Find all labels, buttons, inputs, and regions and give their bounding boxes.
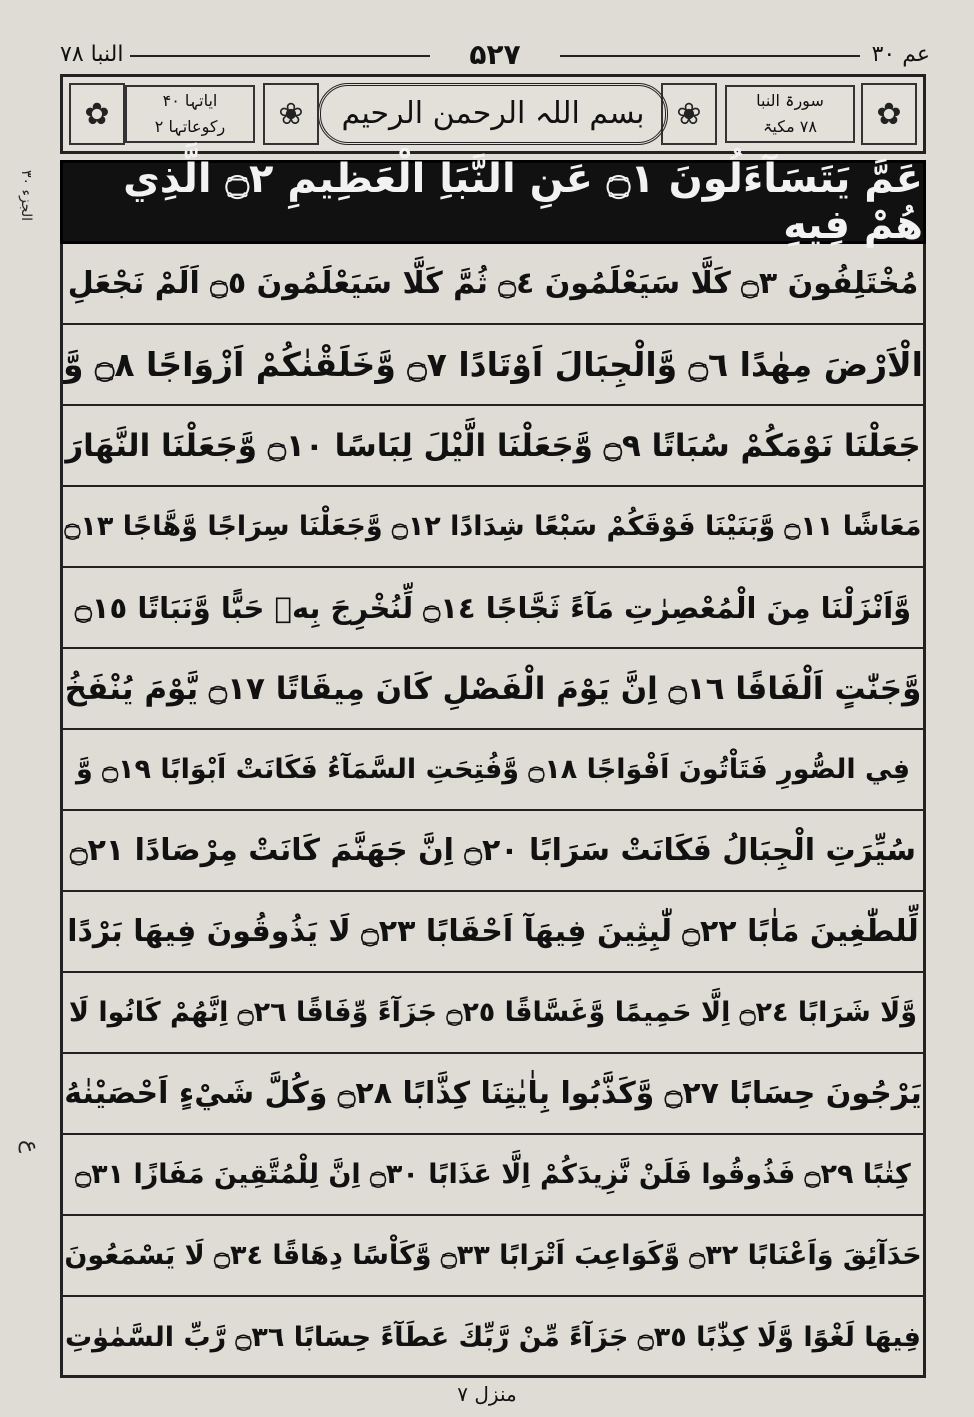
surah-header-frame <box>60 74 926 154</box>
bismillah: بسم اللہ الرحمن الرحیم <box>318 83 668 145</box>
ayat-count: ۴۰ <box>162 91 180 110</box>
juz-side-marker: الجزء ۳۰ <box>18 170 34 221</box>
manzil-footer: منزل ۷ <box>457 1382 517 1406</box>
ayat-ruku-box <box>125 85 255 143</box>
surah-name: سورۃ النبا <box>756 91 824 110</box>
text-line-12: يَرْجُونَ حِسَابًا ۝٢٧ وَّكَذَّبُوا بِاٰيٰتِنَا كِذَّابًا ۝٢٨ وَكُلَّ شَيْءٍ اَحْصَيْنٰهُ <box>63 1054 923 1135</box>
ornament-left-icon: ✿ <box>69 83 125 145</box>
running-header <box>60 40 930 70</box>
ruku-count-row <box>127 114 253 140</box>
text-line-10: لِّلطّٰغِينَ مَاٰبًا ۝٢٢ لّٰبِثِينَ فِيهَآ اَحْقَابًا ۝٢٣ لَا يَذُوقُونَ فِيهَا بَرْدًا <box>63 892 923 973</box>
surah-meta <box>727 114 853 140</box>
text-line-13: كِتٰبًا ۝٢٩ فَذُوقُوا فَلَنْ نَّزِيدَكُمْ اِلَّا عَذَابًا ۝٣٠ اِنَّ لِلْمُتَّقِينَ مَفَازًا ۝٣١ <box>63 1135 923 1216</box>
surah-number: ۷۸ <box>799 117 817 136</box>
ruku-count: ۲ <box>154 117 164 136</box>
text-line-9: سُيِّرَتِ الْجِبَالُ فَكَانَتْ سَرَابًا ۝٢٠ اِنَّ جَهَنَّمَ كَانَتْ مِرْصَادًا ۝٢١ <box>63 811 923 892</box>
ruku-side-marker: ع <box>18 1140 43 1154</box>
text-line-15: فِيهَا لَغْوًا وَّلَا كِذّٰبًا ۝٣٥ جَزَآءً مِّنْ رَّبِّكَ عَطَآءً حِسَابًا ۝٣٦ رَّبِّ السَّمٰوٰتِ <box>65 1322 921 1353</box>
ornament-mid-right-icon: ❀ <box>661 83 717 145</box>
page-number: ۵۲۷ <box>455 40 534 70</box>
text-line-14: حَدَآئِقَ وَاَعْنَابًا ۝٣٢ وَّكَوَاعِبَ اَتْرَابًا ۝٣٣ وَّكَاْسًا دِهَاقًا ۝٣٤ لَا يَسْمَعُونَ <box>63 1216 923 1297</box>
opening-line-band <box>60 156 926 248</box>
surah-running-label: النبا ۷۸ <box>60 42 124 67</box>
text-line-2: مُخْتَلِفُونَ ۝٣ كَلَّا سَيَعْلَمُونَ ۝٤ ثُمَّ كَلَّا سَيَعْلَمُونَ ۝٥ اَلَمْ نَجْعَلِ <box>63 244 923 325</box>
header-rule-right <box>560 55 860 57</box>
text-line-1: عَمَّ يَتَسَآءَلُونَ ۝١ عَنِ النَّبَاِ الْعَظِيمِ ۝٢ الَّذِي هُمْ فِيهِ <box>123 156 923 248</box>
text-line-4: جَعَلْنَا نَوْمَكُمْ سُبَاتًا ۝٩ وَّجَعَلْنَا الَّيْلَ لِبَاسًا ۝١٠ وَّجَعَلْنَا النَّهَارَ <box>63 406 923 487</box>
juz-label: عم ۳۰ <box>871 42 930 67</box>
ornament-mid-left-icon: ❀ <box>263 83 319 145</box>
text-line-6: وَّاَنْزَلْنَا مِنَ الْمُعْصِرٰتِ مَآءً ثَجَّاجًا ۝١٤ لِّنُخْرِجَ بِهٖ حَبًّا وَّنَبَاتًا ۝١٥ <box>63 568 923 649</box>
ruku-count-label: رکوعاتہا <box>168 117 226 136</box>
text-line-7: وَّجَنّٰتٍ اَلْفَافًا ۝١٦ اِنَّ يَوْمَ الْفَصْلِ كَانَ مِيقَاتًا ۝١٧ يَّوْمَ يُنْفَخُ <box>63 649 923 730</box>
text-line-5: مَعَاشًا ۝١١ وَّبَنَيْنَا فَوْقَكُمْ سَبْعًا شِدَادًا ۝١٢ وَّجَعَلْنَا سِرَاجًا وَّهَّاجًا ۝١٣ <box>63 487 923 568</box>
ornament-right-icon: ✿ <box>861 83 917 145</box>
surah-info-box <box>725 85 855 143</box>
text-line-11: وَّلَا شَرَابًا ۝٢٤ اِلَّا حَمِيمًا وَّغَسَّاقًا ۝٢٥ جَزَآءً وِّفَاقًا ۝٢٦ اِنَّهُمْ كَانُوا لَا <box>63 973 923 1054</box>
ayat-count-label: ایاتہا <box>184 91 218 110</box>
header-rule-left <box>130 55 430 57</box>
text-body <box>60 244 926 1378</box>
text-line-3: الْاَرْضَ مِهٰدًا ۝٦ وَّالْجِبَالَ اَوْتَادًا ۝٧ وَّخَلَقْنٰكُمْ اَزْوَاجًا ۝٨ وَّ <box>63 325 923 406</box>
revelation-type: مکیۃ <box>763 117 795 136</box>
text-line-8: فِي الصُّورِ فَتَاْتُونَ اَفْوَاجًا ۝١٨ وَّفُتِحَتِ السَّمَآءُ فَكَانَتْ اَبْوَابًا ۝١٩ وَّ <box>63 730 923 811</box>
ayat-count-row <box>127 88 253 114</box>
